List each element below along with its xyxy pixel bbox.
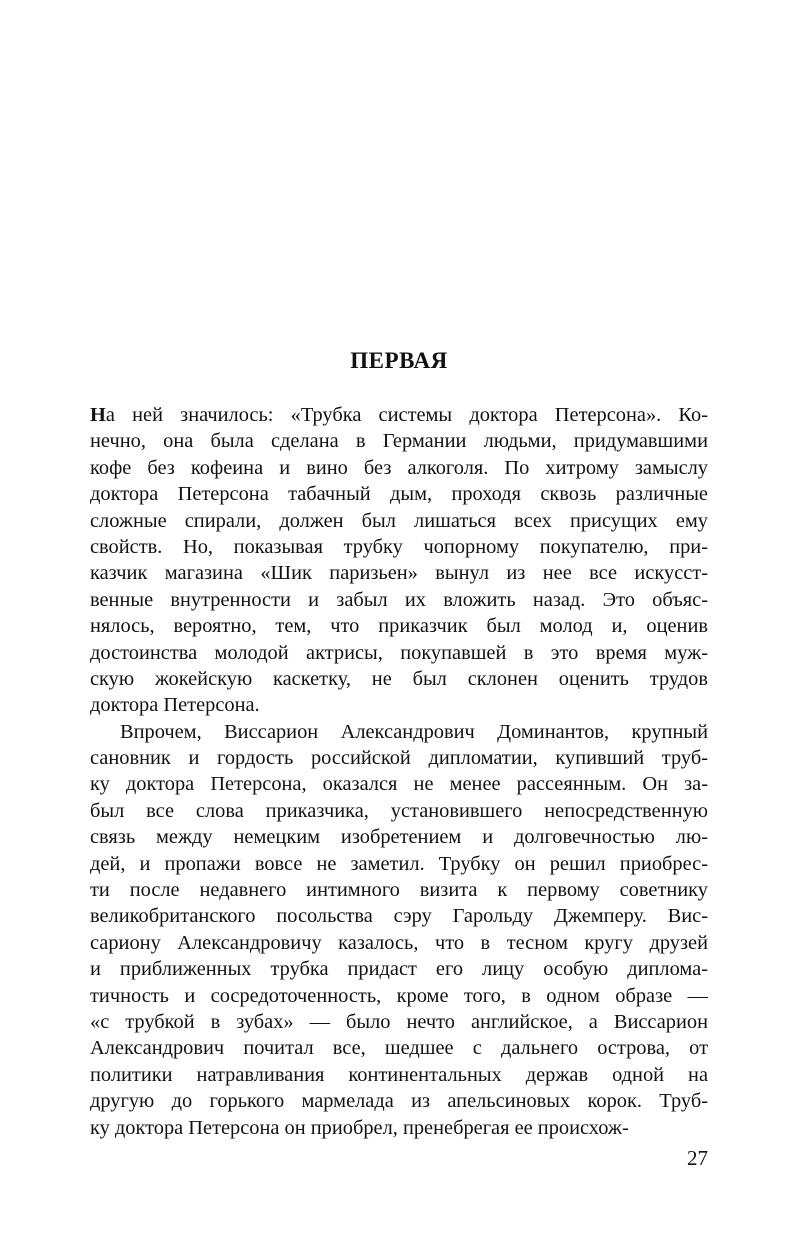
text-line: достоинства молодой актрисы, покупавшей в это время муж-: [90, 641, 708, 664]
book-page: [90, 0, 708, 1251]
text-line: кофе без кофеина и вино без алкоголя. По хитрому замыслу: [90, 456, 708, 479]
text-line: ти после недавнего интимного визита к первому советнику: [90, 879, 708, 902]
chapter-title: ПЕРВАЯ: [350, 348, 448, 373]
paragraph-2: [90, 719, 708, 1141]
text-line: дей, и пропажи вовсе не заметил. Трубку он решил приобрес-: [90, 852, 708, 875]
text-line: ку доктора Петерсона он приобрел, пренебрегая ее происхож-: [90, 1116, 629, 1139]
text-line: нялось, вероятно, тем, что приказчик был молод и, оценив: [90, 615, 708, 638]
text-line: нечно, она была сделана в Германии людьми, придумавшими: [90, 430, 708, 453]
text-line: и приближенных трубка придаст его лицу особую диплома-: [90, 958, 708, 981]
text-line: доктора Петерсона.: [90, 694, 260, 717]
text-line: [90, 402, 708, 428]
text-line: Александрович почитал все, шедшее с дальнего острова, от: [90, 1037, 708, 1060]
text-line: сановник и гордость российской дипломатии, купивший труб-: [90, 747, 708, 770]
text-line: казчик магазина «Шик паризьен» вынул из нее все искусст-: [90, 562, 708, 585]
text-line: сложные спирали, должен был лишаться всех присущих ему: [90, 509, 708, 532]
text-line: скую жокейскую каскетку, не был склонен оценить трудов: [90, 667, 708, 690]
text-line: «с трубкой в зубах» — было нечто английское, а Виссарион: [90, 1010, 708, 1033]
text-line: венные внутренности и забыл их вложить назад. Это объяс-: [90, 588, 708, 611]
drop-cap-letter: Н: [90, 404, 106, 426]
text-line: был все слова приказчика, установившего непосредственную: [90, 799, 708, 822]
text-line: ку доктора Петерсона, оказался не менее рассеянным. Он за-: [90, 773, 708, 796]
text-line: другую до горького мармелада из апельсиновых корок. Труб-: [90, 1090, 708, 1113]
page-number: 27: [687, 1146, 708, 1170]
text-line: свойств. Но, показывая трубку чопорному покупателю, при-: [90, 535, 708, 558]
body-text: [90, 402, 708, 1141]
paragraph-1: [90, 402, 708, 719]
text-line: сариону Александровичу казалось, что в тесном кругу друзей: [90, 931, 708, 954]
text-line: политики натравливания континентальных держав одной на: [90, 1063, 708, 1086]
text-line: великобританского посольства сэру Гарольду Джемперу. Вис-: [90, 905, 708, 928]
text-line-rest: а ней значилось: «Трубка системы доктора Петерсона». Ко-: [105, 404, 708, 426]
text-line: доктора Петерсона табачный дым, проходя сквозь различные: [90, 483, 708, 506]
text-line: Впрочем, Виссарион Александрович Доминантов, крупный: [120, 720, 708, 743]
text-line: тичность и сосредоточенность, кроме того, в одном образе —: [90, 984, 708, 1007]
text-line: связь между немецким изобретением и долговечностью лю-: [90, 826, 708, 849]
